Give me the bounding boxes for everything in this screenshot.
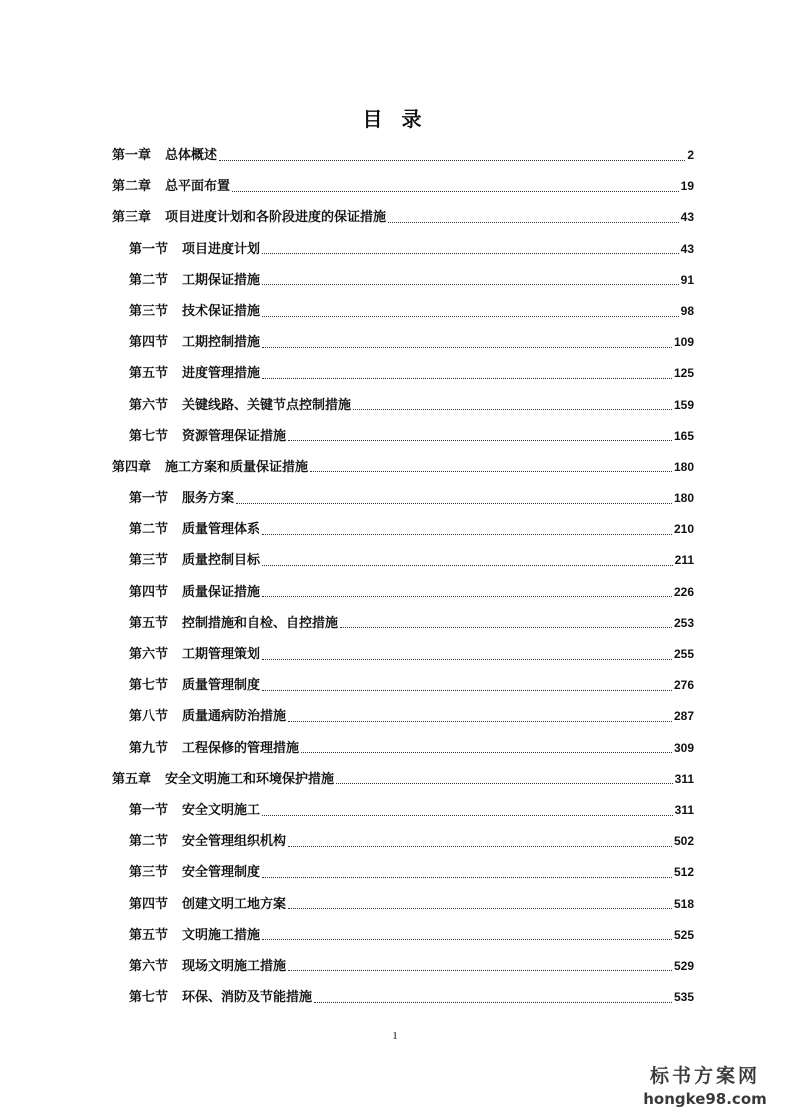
toc-entry-page: 535 (673, 990, 694, 1005)
toc-entry-page: 19 (680, 179, 694, 194)
toc-entry[interactable] (112, 452, 694, 483)
toc-entry-number: 第一节 (129, 491, 169, 507)
toc-entry[interactable] (112, 733, 694, 764)
toc-entry[interactable] (112, 545, 694, 576)
toc-dot-leader (262, 876, 672, 878)
toc-entry[interactable] (112, 764, 694, 795)
toc-entry-page: 518 (673, 896, 694, 911)
toc-entry-label: 项目进度计划和各阶段进度的保证措施 (165, 210, 387, 226)
toc-entry-page: 502 (673, 834, 694, 849)
toc-dot-leader (262, 283, 679, 285)
toc-entry[interactable] (112, 265, 694, 296)
toc-entry-number: 第五章 (112, 771, 152, 787)
page-title: 目 录 (362, 107, 428, 131)
toc-entry-label: 创建文明工地方案 (182, 896, 287, 912)
toc-entry-number: 第六节 (129, 958, 169, 974)
toc-entry-label: 质量通病防治措施 (182, 709, 287, 725)
toc-entry-number: 第五节 (129, 615, 169, 631)
toc-entry-label: 现场文明施工措施 (182, 958, 287, 974)
toc-entry[interactable] (112, 857, 694, 888)
toc-entry-number: 第七节 (129, 990, 169, 1006)
toc-entry-number: 第一章 (112, 148, 152, 163)
toc-entry[interactable] (112, 670, 694, 701)
toc-entry-number: 第四节 (129, 584, 169, 600)
toc-entry[interactable] (112, 608, 694, 639)
toc-entry-label: 控制措施和自检、自控措施 (182, 615, 339, 631)
toc-entry-number: 第七节 (129, 428, 169, 444)
toc-entry-page: 125 (673, 366, 694, 381)
watermark-text: 标书方案网 (649, 1065, 760, 1087)
toc-dot-leader (288, 720, 672, 722)
toc-entry-number: 第六节 (129, 647, 169, 662)
toc-entry-page: 43 (680, 241, 694, 256)
toc-entry-page: 255 (673, 647, 694, 661)
toc-dot-leader (340, 626, 672, 628)
toc-entry[interactable] (112, 483, 694, 514)
toc-entry-number: 第八节 (129, 709, 169, 725)
toc-dot-leader (288, 439, 672, 441)
toc-dot-leader (262, 814, 673, 816)
toc-dot-leader (219, 159, 685, 161)
toc-entry-number: 第二章 (112, 179, 152, 195)
toc-dot-leader (262, 346, 672, 348)
toc-entry-label: 关键线路、关键节点控制措施 (182, 397, 352, 413)
toc-dot-leader (262, 533, 672, 535)
toc-entry[interactable] (112, 202, 694, 233)
toc-entry-page: 226 (673, 584, 694, 599)
toc-entry-number: 第七节 (129, 678, 169, 694)
toc-entry-number: 第一节 (129, 802, 169, 818)
toc-entry-label: 服务方案 (182, 491, 235, 507)
toc-entry[interactable] (112, 421, 694, 452)
toc-entry-page: 165 (673, 428, 694, 443)
toc-entry-page: 525 (673, 927, 694, 942)
toc-entry-page: 309 (673, 740, 694, 755)
toc-entry[interactable] (112, 296, 694, 327)
toc-entry-label: 质量保证措施 (182, 584, 261, 600)
toc-entry[interactable] (112, 234, 694, 265)
toc-entry-page: 180 (673, 491, 694, 506)
toc-entry-number: 第四节 (129, 896, 169, 912)
toc-entry-page: 43 (680, 210, 694, 225)
toc-entry[interactable] (112, 795, 694, 826)
toc-entry-label: 工程保修的管理措施 (182, 740, 300, 756)
toc-entry-label: 安全管理制度 (182, 865, 261, 881)
toc-entry-label: 资源管理保证措施 (182, 428, 287, 444)
toc-dot-leader (288, 907, 672, 909)
toc-entry-number: 第三章 (112, 210, 152, 226)
toc-entry-page: 253 (673, 615, 694, 630)
page-number: 1 (392, 1030, 398, 1042)
toc-dot-leader (262, 595, 672, 597)
toc-entry-page: 529 (673, 958, 694, 973)
toc-entry[interactable] (112, 826, 694, 857)
toc-entry-label: 工期管理策划 (182, 647, 261, 662)
toc-dot-leader (262, 377, 672, 379)
toc-dot-leader (336, 782, 673, 784)
toc-entry-number: 第三节 (129, 865, 169, 881)
toc-entry-page: 91 (680, 272, 694, 287)
toc-entry-number: 第三节 (129, 553, 169, 569)
toc-entry-number: 第二节 (129, 522, 169, 538)
toc-entry-number: 第二节 (129, 272, 169, 288)
watermark-url: hongke98.com (643, 1090, 767, 1108)
toc-entry[interactable] (112, 889, 694, 920)
toc-entry-number: 第五节 (129, 927, 169, 943)
toc-dot-leader (232, 190, 679, 192)
toc-entry-page: 311 (674, 802, 694, 817)
toc-entry-label: 质量管理体系 (182, 522, 261, 538)
toc-entry[interactable] (112, 327, 694, 358)
toc-dot-leader (262, 689, 672, 691)
toc-dot-leader (262, 564, 673, 566)
toc-dot-leader (288, 969, 672, 971)
toc-dot-leader (301, 751, 672, 753)
toc-entry-label: 总体概述 (165, 148, 218, 163)
toc-entry[interactable] (112, 639, 694, 670)
toc-entry-number: 第四节 (129, 335, 169, 351)
toc-entry-page: 276 (673, 678, 694, 693)
toc-entry-page: 109 (673, 335, 694, 350)
table-of-contents (112, 140, 694, 1013)
toc-entry-page: 311 (674, 771, 694, 786)
toc-entry-number: 第四章 (112, 459, 152, 475)
toc-entry[interactable] (112, 358, 694, 389)
toc-entry-label: 文明施工措施 (182, 927, 261, 943)
toc-entry-number: 第六节 (129, 397, 169, 413)
toc-dot-leader (262, 315, 679, 317)
toc-entry-label: 质量控制目标 (182, 553, 261, 569)
toc-dot-leader (388, 221, 679, 223)
toc-entry-number: 第二节 (129, 834, 169, 850)
toc-entry-label: 安全文明施工和环境保护措施 (165, 771, 335, 787)
toc-entry-label: 工期保证措施 (182, 272, 261, 288)
toc-dot-leader (262, 938, 672, 940)
toc-entry-label: 环保、消防及节能措施 (182, 990, 313, 1006)
toc-entry-page: 512 (673, 865, 694, 880)
toc-entry[interactable] (112, 390, 694, 421)
toc-entry-label: 安全管理组织机构 (182, 834, 287, 850)
toc-entry-label: 施工方案和质量保证措施 (165, 459, 309, 475)
toc-dot-leader (262, 252, 679, 254)
toc-entry-page: 211 (674, 553, 694, 568)
toc-entry-number: 第三节 (129, 303, 169, 319)
toc-dot-leader (314, 1001, 672, 1003)
toc-entry-label: 技术保证措施 (182, 303, 261, 319)
toc-dot-leader (353, 408, 672, 410)
toc-entry-label: 工期控制措施 (182, 335, 261, 351)
toc-entry[interactable] (112, 701, 694, 732)
toc-entry-page: 98 (680, 303, 694, 318)
toc-dot-leader (288, 845, 672, 847)
toc-entry-label: 总平面布置 (165, 179, 231, 195)
toc-entry-label: 质量管理制度 (182, 678, 261, 694)
toc-entry-page: 210 (673, 522, 694, 537)
toc-entry[interactable] (112, 982, 694, 1013)
toc-dot-leader (236, 502, 672, 504)
toc-entry-number: 第五节 (129, 366, 169, 382)
toc-entry-page: 287 (673, 709, 694, 724)
toc-entry-number: 第九节 (129, 740, 169, 756)
toc-entry[interactable] (112, 951, 694, 982)
toc-entry[interactable] (112, 577, 694, 608)
toc-dot-leader (310, 470, 672, 472)
toc-entry-page: 159 (673, 397, 694, 412)
toc-entry[interactable] (112, 920, 694, 951)
toc-entry[interactable] (112, 514, 694, 545)
toc-entry-label: 安全文明施工 (182, 802, 261, 818)
toc-entry[interactable] (112, 171, 694, 202)
toc-entry[interactable] (112, 140, 694, 171)
toc-entry-page: 180 (673, 459, 694, 474)
toc-entry-label: 项目进度计划 (182, 241, 261, 257)
toc-entry-number: 第一节 (129, 241, 169, 257)
toc-dot-leader (262, 658, 672, 660)
toc-entry-label: 进度管理措施 (182, 366, 261, 382)
toc-entry-page: 2 (687, 148, 694, 162)
watermark-logo (630, 1064, 780, 1110)
